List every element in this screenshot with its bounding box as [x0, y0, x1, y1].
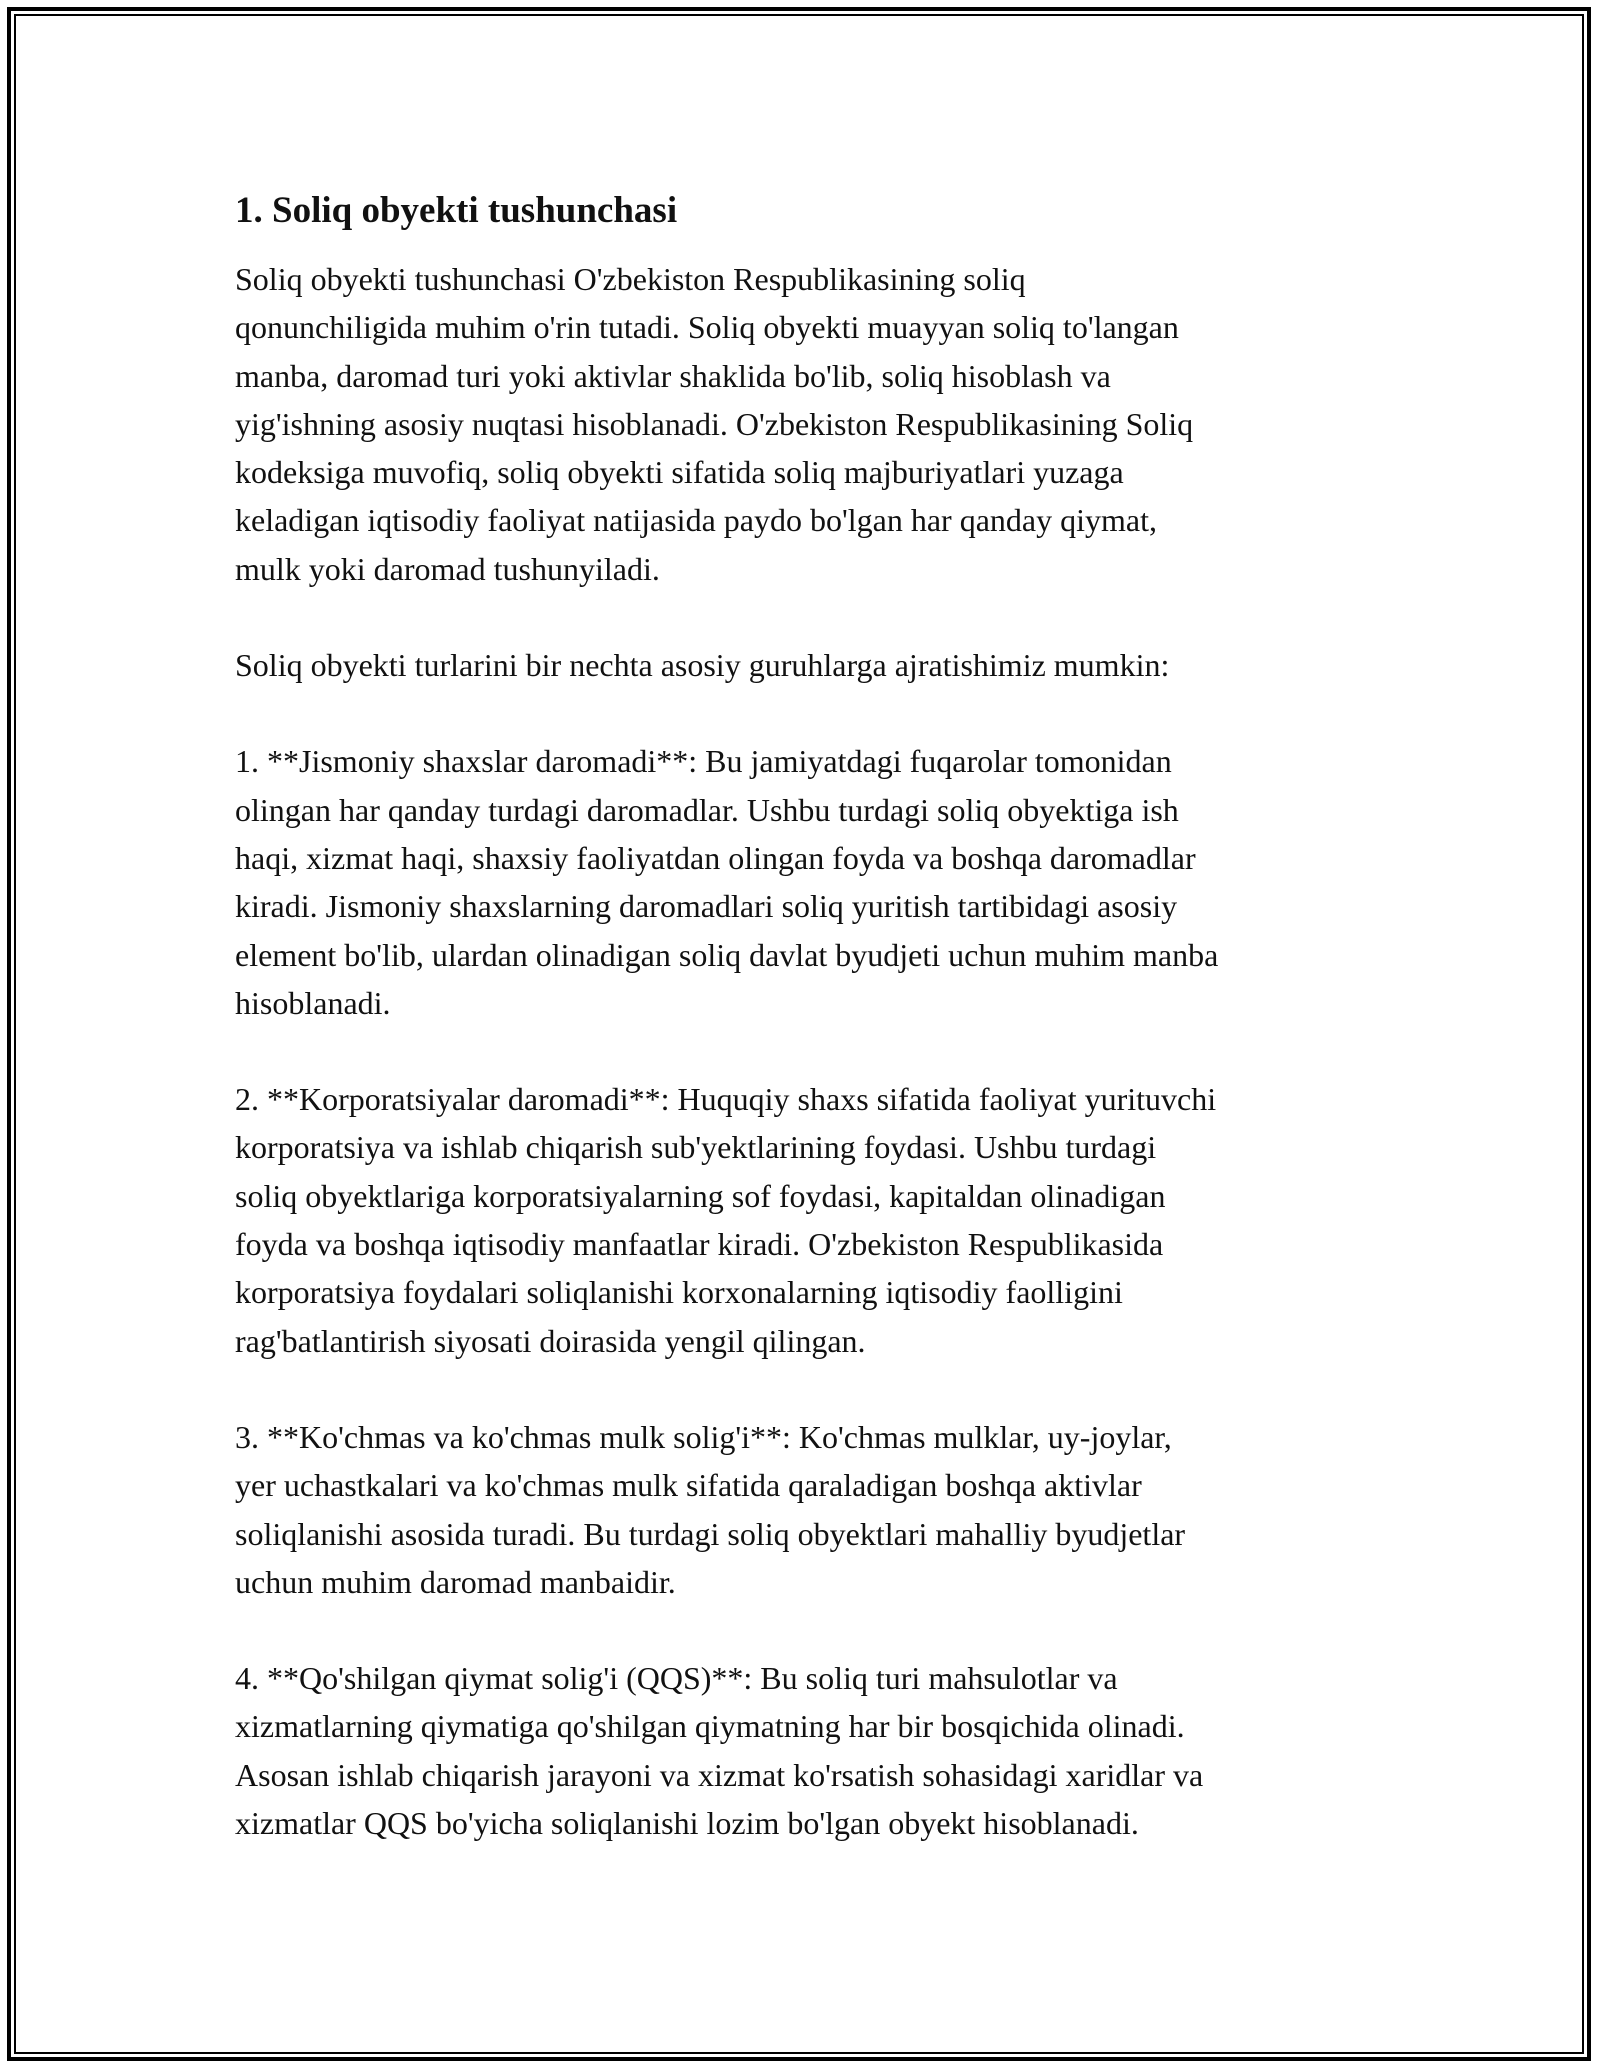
- text-line: Soliq obyekti turlarini bir nechta asosiy guruhlarga ajratishimiz mumkin:: [235, 647, 1170, 684]
- text-line: kodeksiga muvofiq, soliq obyekti sifatida soliq majburiyatlari yuzaga: [235, 454, 1124, 491]
- section-heading: 1. Soliq obyekti tushunchasi: [235, 190, 678, 231]
- text-line: olingan har qanday turdagi daromadlar. Ushbu turdagi soliq obyektiga ish: [235, 791, 1179, 828]
- text-line: element bo'lib, ulardan olinadigan soliq davlat byudjeti uchun muhim manba: [235, 936, 1219, 973]
- text-line: 4. **Qo'shilgan qiymat solig'i (QQS)**: Bu soliq turi mahsulotlar va: [235, 1660, 1118, 1697]
- text-line: xizmatlar QQS bo'yicha soliqlanishi lozim bo'lgan obyekt hisoblanadi.: [235, 1805, 1139, 1842]
- paragraph-item-3: [235, 1413, 1375, 1606]
- text-line: Asosan ishlab chiqarish jarayoni va xizmat ko'rsatish sohasidagi xaridlar va: [235, 1756, 1204, 1793]
- text-line: foyda va boshqa iqtisodiy manfaatlar kiradi. O'zbekiston Respublikasida: [235, 1226, 1164, 1263]
- text-line: yig'ishning asosiy nuqtasi hisoblanadi. O'zbekiston Respublikasining Soliq: [235, 405, 1194, 442]
- paragraph-types-lead: [235, 641, 1375, 689]
- document-page: [235, 187, 1375, 1895]
- text-line: qonunchiligida muhim o'rin tutadi. Soliq obyekti muayyan soliq to'langan: [235, 309, 1179, 346]
- paragraph-intro: [235, 255, 1375, 593]
- paragraph-item-4: [235, 1654, 1375, 1847]
- text-line: mulk yoki daromad tushunyiladi.: [235, 550, 660, 587]
- text-line: xizmatlarning qiymatiga qo'shilgan qiymatning har bir bosqichida olinadi.: [235, 1708, 1185, 1745]
- text-line: kiradi. Jismoniy shaxslarning daromadlari soliq yuritish tartibidagi asosiy: [235, 888, 1178, 925]
- text-line: uchun muhim daromad manbaidir.: [235, 1563, 676, 1600]
- text-line: haqi, xizmat haqi, shaxsiy faoliyatdan olingan foyda va boshqa daromadlar: [235, 839, 1196, 876]
- text-line: korporatsiya foydalari soliqlanishi korxonalarning iqtisodiy faolligini: [235, 1274, 1123, 1311]
- text-line: soliq obyektlariga korporatsiyalarning sof foydasi, kapitaldan olinadigan: [235, 1177, 1166, 1214]
- text-line: keladigan iqtisodiy faoliyat natijasida paydo bo'lgan har qanday qiymat,: [235, 502, 1157, 539]
- text-line: rag'batlantirish siyosati doirasida yengil qilingan.: [235, 1322, 866, 1359]
- text-line: hisoblanadi.: [235, 984, 391, 1021]
- text-line: Soliq obyekti tushunchasi O'zbekiston Respublikasining soliq: [235, 261, 1026, 297]
- text-line: soliqlanishi asosida turadi. Bu turdagi soliq obyektlari mahalliy byudjetlar: [235, 1515, 1186, 1552]
- text-line: 2. **Korporatsiyalar daromadi**: Huquqiy shaxs sifatida faoliyat yurituvchi: [235, 1081, 1217, 1118]
- text-line: 1. **Jismoniy shaxslar daromadi**: Bu jamiyatdagi fuqarolar tomonidan: [235, 743, 1172, 780]
- paragraph-item-1: [235, 737, 1375, 1027]
- text-line: yer uchastkalari va ko'chmas mulk sifatida qaraladigan boshqa aktivlar: [235, 1467, 1142, 1504]
- text-line: korporatsiya va ishlab chiqarish sub'yektlarining foydasi. Ushbu turdagi: [235, 1129, 1157, 1166]
- paragraph-item-2: [235, 1075, 1375, 1365]
- text-line: 3. **Ko'chmas va ko'chmas mulk solig'i**: Ko'chmas mulklar, uy-joylar,: [235, 1418, 1172, 1455]
- text-line: manba, daromad turi yoki aktivlar shaklida bo'lib, soliq hisoblash va: [235, 357, 1111, 394]
